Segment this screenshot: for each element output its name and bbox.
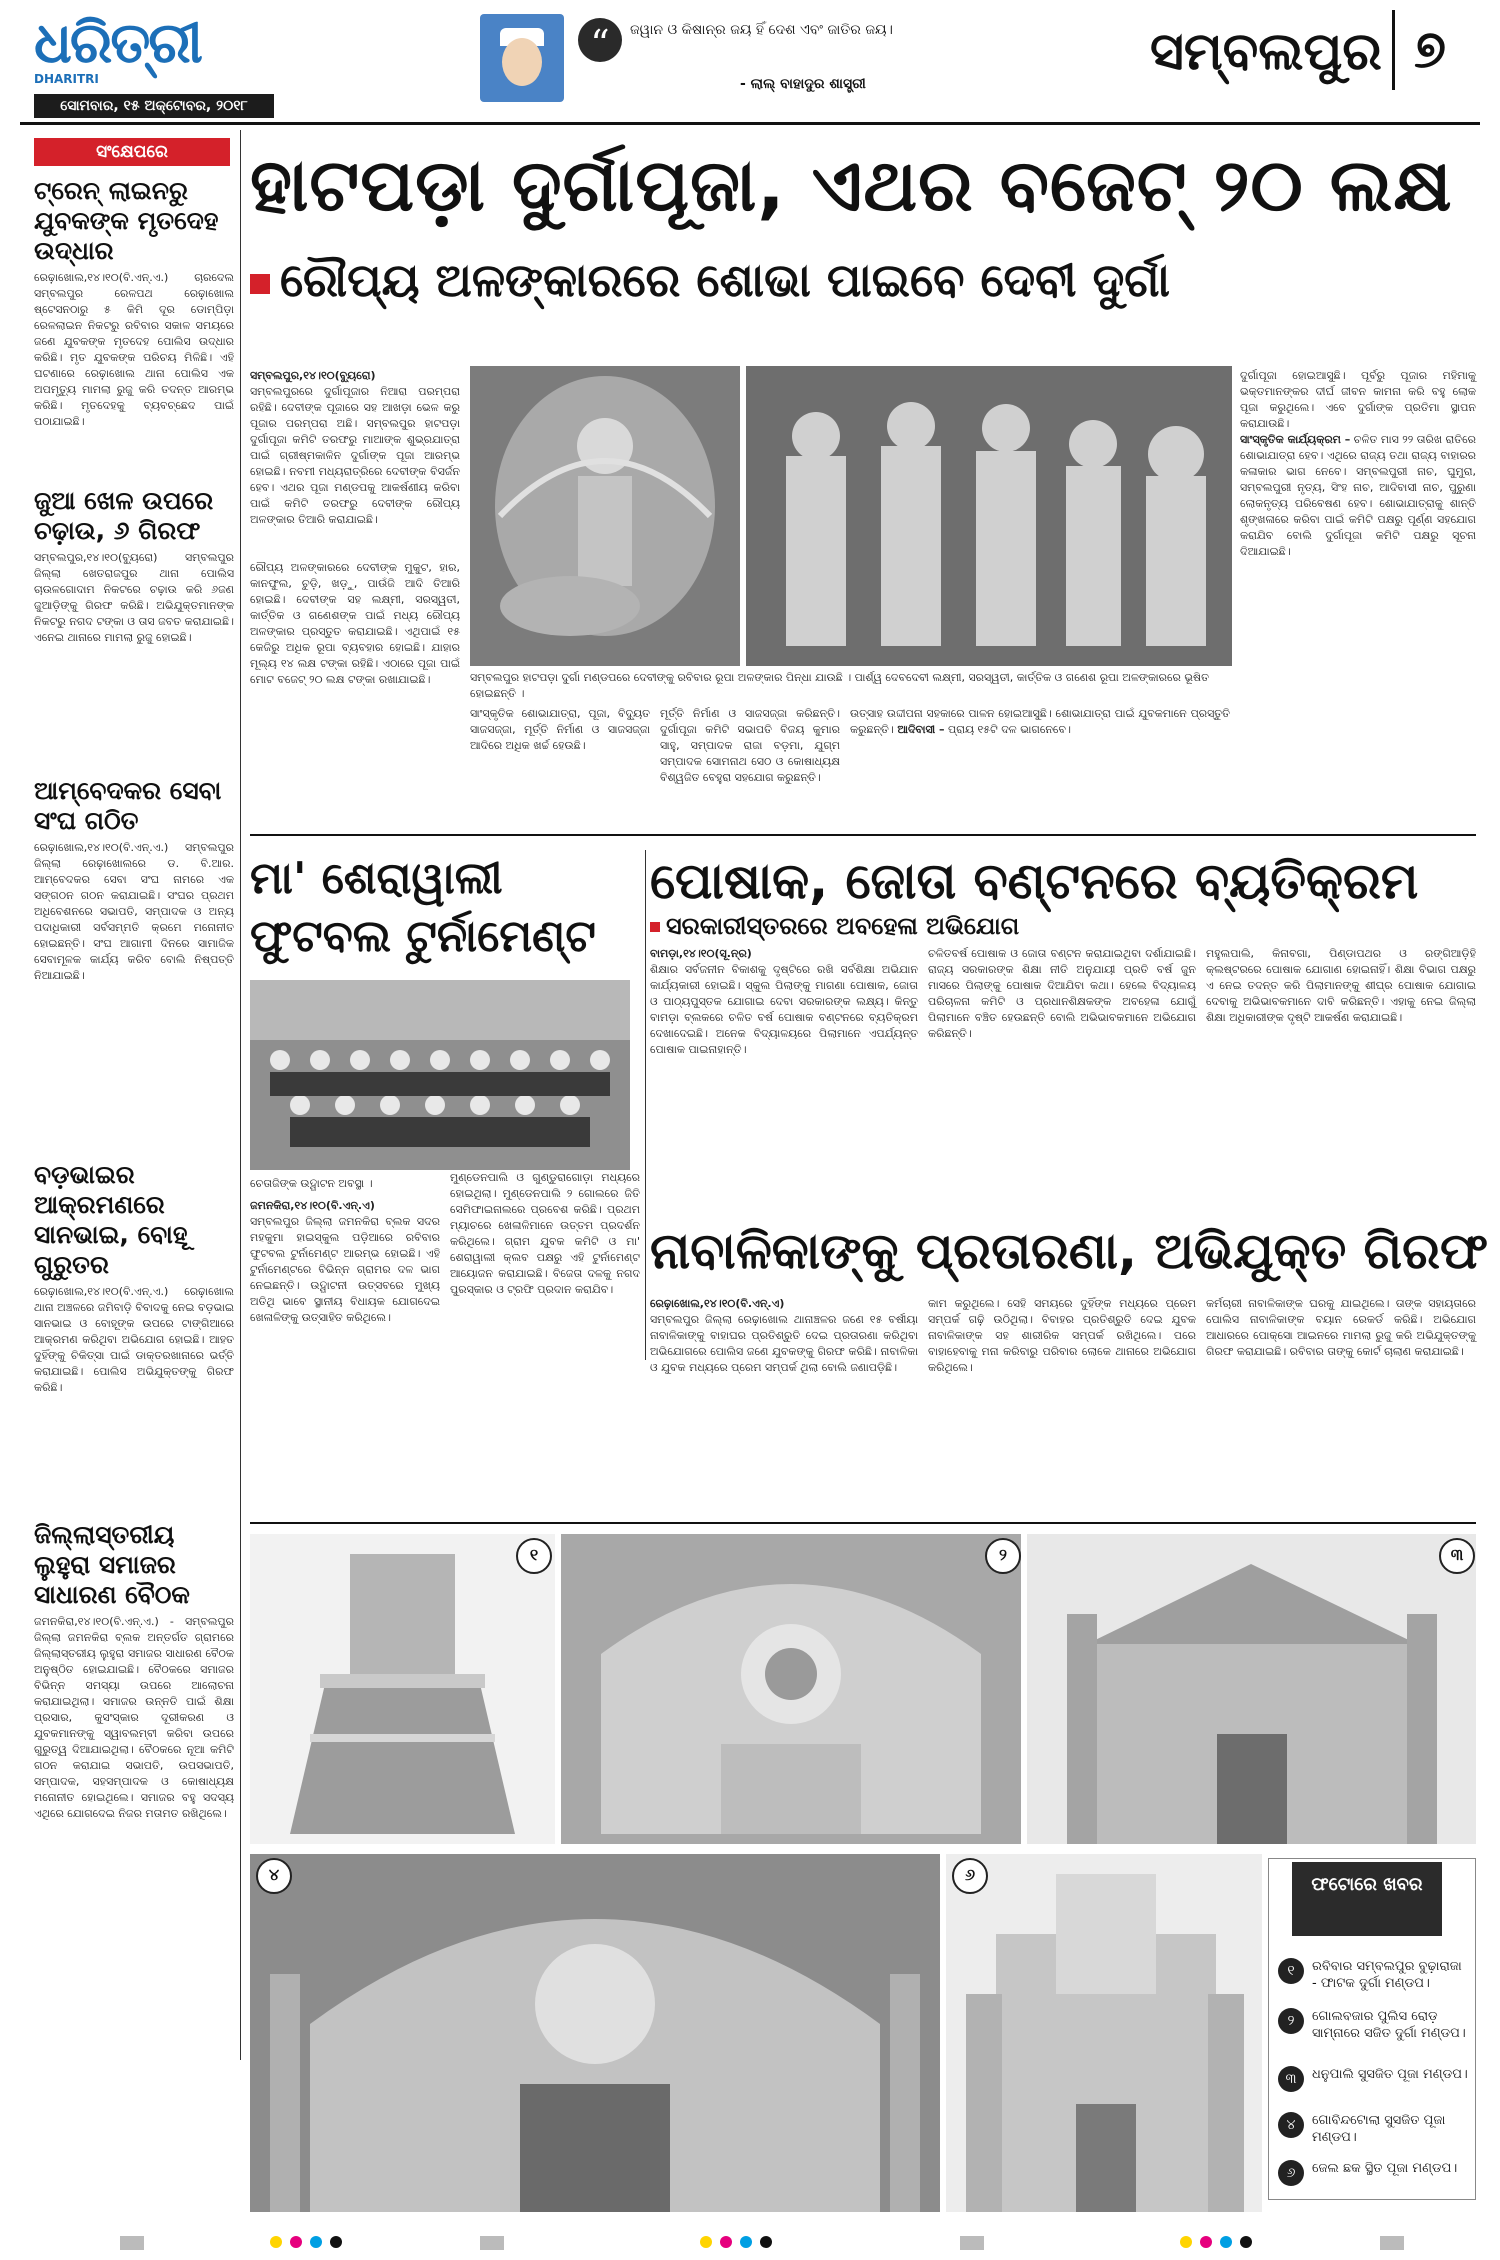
pandal-photo-2 (561, 1534, 1021, 1844)
photo-news-text: ଗୋବିନ୍ଦଟୋଲା ସୁସଜିତ ପୂଜା ମଣ୍ଡପ। (1312, 2113, 1446, 2145)
print-black-mark (330, 2236, 342, 2248)
print-black-mark (1240, 2236, 1252, 2248)
brief-title: ଟ୍ରେନ୍ ଲାଇନରୁ ଯୁବକଙ୍କ ମୃତଦେହ ଉଦ୍ଧାର (34, 176, 219, 265)
print-grey-mark (480, 2236, 504, 2250)
lead-right-text: ଦୁର୍ଗାପୂଜା ହୋଇଆସୁଛି। ପୂର୍ବରୁ ପୂଜାର ମହିମାକୁ ଭକ୍ତମାନଙ୍କର ଦୀର୍ଘ ଜୀବନ କାମନା କରି ବହୁ ଲୋକ ପୂଜା କରୁଥିଲେ। ଏବେ ଦୁର୍ଗାଙ୍କ ପ୍ରତିମା ସ୍ଥାପନ କରାଯାଉଛି। (1240, 369, 1476, 430)
brief-text: ସମ୍ବଲପୁର,୧୪।୧୦(ବ୍ୟୁରୋ) ସମ୍ବଲପୁର ଜିଲ୍ଲା ଖେତରାଜପୁର ଥାନା ପୋଲିସ ଚାଉଳଗୋଦାମ ନିକଟରେ ଚଢ଼ାଉ କରି ୬ଜଣ ଜୁଆଡ଼ିଙ୍କୁ ଗିରଫ କରିଛି। ଅଭିଯୁକ୍ତମାନଙ୍କ ନିକଟରୁ ନଗଦ ଟଙ୍କା ଓ ତାସ ଜବତ କରାଯାଇଛି। ଏନେଇ ଥାନାରେ ମାମଲା ରୁଜୁ ହୋଇଛି। (34, 551, 234, 644)
pandal-photo-1 (250, 1534, 555, 1844)
brief-text: ରେଢ଼ାଖୋଲ,୧୪।୧୦(ବି.ଏନ୍.ଏ.) ସମ୍ବଲପୁର ଜିଲ୍ଲା ରେଢ଼ାଖୋଲରେ ଡ. ବି.ଆର. ଆମ୍ବେଦକର ସେବା ସଂଘ ନାମରେ ଏକ ସଙ୍ଗଠନ ଗଠନ କରାଯାଇଛି। ସଂଘର ପ୍ରଥମ ଅଧିବେଶନରେ ସଭାପତି, ସମ୍ପାଦକ ଓ ଅନ୍ୟ ପଦାଧିକାରୀ ସର୍ବସମ୍ମତି କ୍ରମେ ମନୋନୀତ ହୋଇଛନ୍ତି। ସଂଘ ଆଗାମୀ ଦିନରେ ସାମାଜିକ ସେବାମୂଳକ କାର୍ଯ୍ୟ କରିବ ବୋଲି ନିଷ୍ପତ୍ତି ନିଆଯାଇଛି। (34, 841, 234, 982)
page-number: ୭ (1392, 10, 1465, 90)
photo-news-text: ଗୋଲବଜାର ପୁଲିସ ରୋଡ଼ ସାମ୍ନାରେ ସଜିତ ଦୁର୍ଗା ମଣ୍ଡପ। (1312, 2009, 1466, 2041)
dress-col-1 (650, 946, 918, 1058)
red-square-icon (650, 922, 660, 932)
minor-headline: ନାବାଳିକାଙ୍କୁ ପ୍ରତାରଣା, ଅଭିଯୁକ୍ତ ଗିରଫ (650, 1222, 1488, 1280)
photo-news-text: ଧନୁପାଲି ସୁସଜିତ ପୂଜା ମଣ୍ଡପ। (1312, 2067, 1468, 2082)
pandal-photo-6 (946, 1854, 1262, 2212)
football-dateline: ଜମନକିରା,୧୪।୧୦(ବି.ଏନ୍.ଏ) (250, 1199, 375, 1212)
brief-title: ଜୁଆ ଖେଳ ଉପରେ ଚଢ଼ାଉ, ୬ ଗିରଫ (34, 486, 214, 545)
quote-box (480, 14, 1080, 104)
print-cyan-mark (740, 2236, 752, 2248)
lead-bottom-rule (250, 834, 1476, 836)
photo-news-item (1278, 1958, 1468, 1998)
lead-subhead (250, 250, 1480, 310)
brief-1 (34, 176, 234, 430)
newspaper-logo: ଧରିତ୍ରୀ (34, 11, 201, 76)
print-black-mark (760, 2236, 772, 2248)
minor-col-1 (650, 1296, 918, 1376)
lead-dateline: ସମ୍ବଲପୁର,୧୪।୧୦(ବ୍ୟୁରୋ) (250, 369, 376, 382)
lead-col-5 (850, 706, 1230, 738)
dress-col-2: ଚଳିତବର୍ଷ ପୋଷାକ ଓ ଜୋତା ବଣ୍ଟନ କରାଯାଇଥିବା ଦର୍ଶାଯାଇଛି। ରାଜ୍ୟ ସରକାରଙ୍କ ଶିକ୍ଷା ନୀତି ଅନୁଯାୟୀ ପ୍ରତି ବର୍ଷ ଜୁନ ମାସରେ ପିଲାଙ୍କୁ ପୋଷାକ ଦିଆଯିବା କଥା। ହେଲେ ବିଦ୍ୟାଳୟ ପରିଚାଳନା କମିଟି ଓ ପ୍ରଧାନଶିକ୍ଷକଙ୍କ ଅବହେଳା ଯୋଗୁଁ ପିଲାମାନେ ବଞ୍ଚିତ ହେଉଛନ୍ତି ବୋଲି ଅଭିଭାବକମାନେ ଅଭିଯୋଗ କରିଛନ୍ତି। (928, 947, 1196, 1040)
photo-news-text: ରବିବାର ସମ୍ବଲପୁର ବୁଢ଼ାରାଜା - ଫାଟକ ଦୁର୍ଗା ମଣ୍ଡପ। (1312, 1959, 1462, 1991)
football-col-2: ମୁଣ୍ଡେନପାଲି ଓ ଗୁଣ୍ଡୁରାଗୋଡ଼ା ମଧ୍ୟରେ ହୋଇଥିଲା। ମୁଣ୍ଡେନପାଲି ୨ ଗୋଲରେ ଜିତି ସେମିଫାଇନାଲରେ ପ୍ରବେଶ କରିଛି। ପ୍ରଥମ ମ୍ୟାଚରେ ଖେଳାଳିମାନେ ଉତ୍ତମ ପ୍ରଦର୍ଶନ କରିଥିଲେ। ଗ୍ରାମ ଯୁବକ କମିଟି ଓ ମା' ଶେରାୱାଲୀ କ୍ଲବ ପକ୍ଷରୁ ଏହି ଟୁର୍ନାମେଣ୍ଟ ଆୟୋଜନ କରାଯାଇଛି। ବିଜେତା ଦଳକୁ ନଗଦ ପୁରସ୍କାର ଓ ଟ୍ରଫି ପ୍ରଦାନ କରାଯିବ। (450, 1171, 640, 1296)
minor-col-3: କର୍ମଚାରୀ ନାବାଳିକାଙ୍କ ଘରକୁ ଯାଇଥିଲେ। ତାଙ୍କ ସହାୟତାରେ ପୋଲିସ ନାବାଳିକାଙ୍କ ବୟାନ ରେକର୍ଡ କରିଛି। ଅଭିଯୋଗ ଆଧାରରେ ପୋକ୍ସୋ ଆଇନରେ ମାମଲା ରୁଜୁ କରି ଅଭିଯୁକ୍ତଙ୍କୁ ଗିରଫ କରାଯାଇଛି। ରବିବାର ତାଙ୍କୁ କୋର୍ଟ ଚାଲାଣ କରାଯାଇଛି। (1206, 1297, 1476, 1358)
dress-dateline: ବାମଡ଼ା,୧୪।୧୦(ସୂ.ନ୍ର) (650, 947, 752, 960)
print-magenta-mark (290, 2236, 302, 2248)
football-team-photo (250, 980, 630, 1170)
quote-text: ଜୱାନ ଓ କିଷାନ୍‌ର ଜୟ ହିଁ ଦେଶ ଏବଂ ଜାତିର ଜୟ। (630, 22, 893, 38)
photo-number-badge: ୪ (256, 1858, 292, 1894)
print-yellow-mark (700, 2236, 712, 2248)
briefs-banner: ସଂକ୍ଷେପରେ (34, 138, 230, 166)
minor-col-1-text: ସମ୍ବଲପୁର ଜିଲ୍ଲା ରେଢ଼ାଖୋଲ ଥାନାଞ୍ଚଳର ଜଣେ ୧୫ ବର୍ଷୀୟା ନାବାଳିକାଙ୍କୁ ବାହାଘର ପ୍ରତିଶ୍ରୁତି ଦେଇ ପ୍ରତାରଣା କରିଥିବା ଅଭିଯୋଗରେ ପୋଲିସ ଜଣେ ଯୁବକଙ୍କୁ ଗିରଫ କରିଛି। ନାବାଳିକା ଓ ଯୁବକ ମଧ୍ୟରେ ପ୍ରେମ ସମ୍ପର୍କ ଥିଲା ବୋଲି ଜଣାପଡ଼ିଛି। (650, 1313, 918, 1374)
print-yellow-mark (1180, 2236, 1192, 2248)
photo-number-badge: ୧ (516, 1538, 552, 1574)
lead-col-3: ସାଂସ୍କୃତିକ ଶୋଭାଯାତ୍ରା, ପୂଜା, ବିଦ୍ୟୁତ ସାଜସଜ୍ଜା, ମୂର୍ତ୍ତି ନିର୍ମାଣ ଓ ସାଜସଜ୍ଜା ଆଦିରେ ଅଧିକ ଖର୍ଚ୍ଚ ହେଉଛି। (470, 707, 650, 752)
print-grey-mark (960, 2236, 984, 2250)
lead-headline: ହାଟପଡ଼ା ଦୁର୍ଗାପୂଜା, ଏଥର ବଜେଟ୍ ୨୦ ଲକ୍ଷ (250, 143, 1453, 227)
photo-news-banner-text: ଫଟୋରେ ଖବର (1311, 1874, 1423, 1895)
newspaper-logo-sub: DHARITRI (34, 72, 99, 86)
brief-5 (34, 1520, 234, 1822)
dress-headline: ପୋଷାକ, ଜୋତା ବଣ୍ଟନରେ ବ୍ୟତିକ୍ରମ (650, 852, 1419, 910)
lead-subhead-text: ରୌପ୍ୟ ଅଳଙ୍କାରରେ ଶୋଭା ପାଇବେ ଦେବୀ ଦୁର୍ଗା (280, 253, 1171, 307)
dress-kicker-text: ସରକାରୀସ୍ତରରେ ଅବହେଳା ଅଭିଯୋଗ (666, 912, 1020, 940)
photo-news-item (1278, 2066, 1468, 2102)
photo-number-badge: ୬ (952, 1858, 988, 1894)
lead-right-col (1240, 368, 1476, 560)
print-grey-mark (1380, 2236, 1404, 2250)
lead-col-1 (250, 368, 460, 528)
photo-news-number: ୨ (1278, 2008, 1304, 2034)
column-divider (240, 130, 241, 2060)
pandal-photo-4 (250, 1854, 940, 2212)
red-square-icon (250, 274, 270, 294)
print-cyan-mark (1220, 2236, 1232, 2248)
football-col-1 (250, 1198, 440, 1326)
lead-col-4: ମୂର୍ତ୍ତି ନିର୍ମାଣ ଓ ସାଜସଜ୍ଜା କରିଛନ୍ତି। ଦୁର୍ଗାପୂଜା କମିଟି ସଭାପତି ବିଜୟ କୁମାର ସାହୁ, ସମ୍ପାଦକ ରାଜା ବଡ଼ମା, ଯୁଗ୍ମ ସମ୍ପାଦକ ସୋମନାଥ ସେଠ ଓ କୋଷାଧ୍ୟକ୍ଷ ବିଶ୍ୱଜିତ ବେହୁରା ସହଯୋଗ କରୁଛନ୍ତି। (660, 707, 840, 784)
photo-number-badge: ୨ (985, 1538, 1021, 1574)
print-magenta-mark (1200, 2236, 1212, 2248)
print-yellow-mark (270, 2236, 282, 2248)
brief-title: ଜିଲ୍ଲାସ୍ତରୀୟ ଲୁହୁରା ସମାଜର ସାଧାରଣ ବୈଠକ (34, 1520, 190, 1609)
photo-news-item (1278, 2008, 1468, 2048)
football-col-1-text: ସମ୍ବଲପୁର ଜିଲ୍ଲା ଜମନକିରା ବ୍ଲକ ସଦର ମହକୁମା ହାଇସ୍କୁଲ ପଡ଼ିଆରେ ରବିବାର ଫୁଟବଲ ଟୁର୍ନାମେଣ୍ଟ ଆରମ୍ଭ ହୋଇଛି। ଏହି ଟୁର୍ନାମେଣ୍ଟରେ ବିଭିନ୍ନ ଗ୍ରାମର ଦଳ ଭାଗ ନେଇଛନ୍ତି। ଉଦ୍ଘାଟନୀ ଉତ୍ସବରେ ମୁଖ୍ୟ ଅତିଥି ଭାବେ ସ୍ଥାନୀୟ ବିଧାୟକ ଯୋଗଦେଇ ଖେଳାଳିଙ୍କୁ ଉତ୍ସାହିତ କରିଥିଲେ। (250, 1215, 440, 1324)
lead-col-1-text: ସମ୍ବଲପୁରରେ ଦୁର୍ଗାପୂଜାର ନିଆରା ପରମ୍ପରା ରହିଛି। ଦେବୀଙ୍କ ପୂଜାରେ ସହ ଆଖଡ଼ା ଭେଳ କରୁ ପୂଜାର ପରମ୍ପରା ଅଛି। ସମ୍ବଲପୁର ହାଟପଡ଼ା ଦୁର୍ଗାପୂଜା କମିଟି ତରଫରୁ ମାଆଙ୍କ ଶୁଭ୍ରଯାତ୍ରା ପାଇଁ ଗ୍ରୀଷ୍ମକାଳିନ ଦୁର୍ଗାଙ୍କ ପୂଜା ଆରମ୍ଭ ହୋଇଛି। ନବମୀ ମଧ୍ୟରାତ୍ରିରେ ଦେବୀଙ୍କ ବିସର୍ଜନ ହେବ। ଏଥର ପୂଜା ମଣ୍ଡପକୁ ଆକର୍ଷଣୀୟ କରିବା ପାଇଁ କମିଟି ତରଫରୁ ଦେବୀଙ୍କ ରୌପ୍ୟ ଅଳଙ୍କାର ତିଆରି କରାଯାଇଛି। (250, 385, 460, 526)
brief-title: ଆମ୍ବେଦକର ସେବା ସଂଘ ଗଠିତ (34, 776, 222, 835)
photo-section-rule (250, 1522, 1476, 1524)
quote-author: - ଲାଲ୍ ବାହାଦୁର ଶାସ୍ତ୍ରୀ (740, 76, 866, 92)
shastri-portrait (480, 14, 564, 102)
photo-news-number: ୧ (1278, 1958, 1304, 1984)
photo-news-number: ୩ (1278, 2066, 1304, 2092)
section-name: ସମ୍ବଲପୁର (1150, 22, 1382, 82)
quote-icon: “ (578, 18, 622, 62)
dress-col-1-text: ଶିକ୍ଷାର ସର୍ବଜନୀନ ବିକାଶକୁ ଦୃଷ୍ଟିରେ ରଖି ସର୍ବଶିକ୍ଷା ଅଭିଯାନ କାର୍ଯ୍ୟକାରୀ ହୋଇଛି। ସ୍କୁଲ ପିଲାଙ୍କୁ ମାଗଣା ପୋଷାକ, ଜୋତା ଓ ପାଠ୍ୟପୁସ୍ତକ ଯୋଗାଇ ଦେବା ସରକାରଙ୍କ ଲକ୍ଷ୍ୟ। କିନ୍ତୁ ବାମଡ଼ା ବ୍ଲକରେ ଚଳିତ ବର୍ଷ ପୋଷାକ ବଣ୍ଟନରେ ବ୍ୟତିକ୍ରମ ଦେଖାଦେଇଛି। ଅନେକ ବିଦ୍ୟାଳୟରେ ପିଲାମାନେ ଏପର୍ଯ୍ୟନ୍ତ ପୋଷାକ ପାଇନାହାନ୍ତି। (650, 963, 918, 1056)
minor-dateline: ରେଢ଼ାଖୋଲ,୧୪।୧୦(ବି.ଏନ୍.ଏ) (650, 1297, 785, 1310)
masthead-rule (20, 122, 1480, 125)
lead-col-5-text: ଉତ୍ସାହ ଉଦ୍ଦୀପନା ସହକାରେ ପାଳନ ହୋଇଆସୁଛି। ଶୋଭାଯାତ୍ରା ପାଇଁ ଯୁବକମାନେ ପ୍ରସ୍ତୁତି କରୁଛନ୍ତି। (850, 707, 1230, 736)
minor-col-2: କାମ କରୁଥିଲେ। ସେହି ସମୟରେ ଦୁହିଁଙ୍କ ମଧ୍ୟରେ ପ୍ରେମ ସମ୍ପର୍କ ଗଢ଼ି ଉଠିଥିଲା। ବିବାହର ପ୍ରତିଶ୍ରୁତି ଦେଇ ଯୁବକ ନାବାଳିକାଙ୍କ ସହ ଶାରୀରିକ ସମ୍ପର୍କ ରଖିଥିଲେ। ପରେ ବାହାହେବାକୁ ମନା କରିବାରୁ ପରିବାର ଲୋକେ ଥାନାରେ ଅଭିଯୋଗ କରିଥିଲେ। (928, 1297, 1196, 1374)
issue-date: ସୋମବାର, ୧୫ ଅକ୍ଟୋବର, ୨୦୧୮ (34, 94, 274, 118)
brief-text: ରେଢ଼ାଖୋଲ,୧୪।୧୦(ବି.ଏନ୍.ଏ.) ରେଢ଼ାଖୋଲ ଥାନା ଅଞ୍ଚଳରେ ଜମିବାଡ଼ି ବିବାଦକୁ ନେଇ ବଡ଼ଭାଇ ସାନଭାଇ ଓ ବୋହୂଙ୍କ ଉପରେ ଟାଙ୍ଗିଆରେ ଆକ୍ରମଣ କରିଥିବା ଅଭିଯୋଗ ହୋଇଛି। ଆହତ ଦୁହିଁଙ୍କୁ ଚିକିତ୍ସା ପାଇଁ ଡାକ୍ତରଖାନାରେ ଭର୍ତ୍ତି କରାଯାଇଛି। ପୋଲିସ ଅଭିଯୁକ୍ତଙ୍କୁ ଗିରଫ କରିଛି। (34, 1285, 234, 1394)
brief-3 (34, 776, 234, 984)
lead-col-1b: ରୌପ୍ୟ ଅଳଙ୍କାରରେ ଦେବୀଙ୍କ ମୁକୁଟ, ହାର, କାନଫୁଲ, ଚୁଡ଼ି, ଖଡ଼ୁ, ପାଉଁଜି ଆଦି ତିଆରି ହୋଇଛି। ଦେବୀଙ୍କ ସହ ଲକ୍ଷ୍ମୀ, ସରସ୍ୱତୀ, କାର୍ତ୍ତିକ ଓ ଗଣେଶଙ୍କ ପାଇଁ ମଧ୍ୟ ରୌପ୍ୟ ଅଳଙ୍କାର ପ୍ରସ୍ତୁତ କରାଯାଇଛି। ଏଥିପାଇଁ ୧୫ କେଜିରୁ ଅଧିକ ରୂପା ବ୍ୟବହାର ହୋଇଛି। ଯାହାର ମୂଲ୍ୟ ୧୪ ଲକ୍ଷ ଟଙ୍କା ରହିଛି। ଏଠାରେ ପୂଜା ପାଇଁ ମୋଟ ବଜେଟ୍ ୨୦ ଲକ୍ଷ ଟଙ୍କା ରଖାଯାଇଛି। (250, 561, 460, 686)
print-grey-mark (120, 2236, 144, 2250)
lead-col-5-label: ଆଦିବାସୀ – (897, 723, 945, 736)
photo-number-badge: ୩ (1439, 1538, 1475, 1574)
lead-right-label: ସାଂସ୍କୃତିକ କାର୍ଯ୍ୟକ୍ରମ – (1240, 433, 1351, 446)
lead-photo-caption: ସମ୍ବଲପୁର ହାଟପଡ଼ା ଦୁର୍ଗା ମଣ୍ଡପରେ ଦେବୀଙ୍କୁ ରବିବାର ରୂପା ଅଳଙ୍କାର ପିନ୍ଧା ଯାଉଛି । ପାର୍ଶ୍ୱ ଦେବଦେବୀ ଲକ୍ଷ୍ମୀ, ସରସ୍ୱତୀ, କାର୍ତ୍ତିକ ଓ ଗଣେଶ ରୂପା ଅଳଙ୍କାରରେ ଭୂଷିତ ହୋଇଛନ୍ତି । (470, 671, 1209, 700)
football-headline: ମା' ଶେରାୱାଲୀ ଫୁଟବଲ ଟୁର୍ନାମେଣ୍ଟ (250, 853, 596, 962)
brief-4 (34, 1160, 234, 1396)
brief-text: ରେଢ଼ାଖୋଲ,୧୪।୧୦(ବି.ଏନ୍.ଏ.) ଚାରଦେଲ ସମ୍ବଲପୁର ରେଳପଥ ରେଢ଼ାଖୋଲ ଷ୍ଟେସନଠାରୁ ୫ କିମି ଦୂର ଡୋମ୍ପିଡ଼ା ରେଳଲାଇନ ନିକଟରୁ ରବିବାର ସକାଳ ସମୟରେ ଜଣେ ଯୁବକଙ୍କ ମୃତଦେହ ପୋଲିସ ଉଦ୍ଧାର କରିଛି। ମୃତ ଯୁବକଙ୍କ ପରିଚୟ ମିଳିଛି। ଏହି ଘଟଣାରେ ରେଢ଼ାଖୋଲ ଥାନା ପୋଲିସ ଏକ ଅପମୃତ୍ୟୁ ମାମଲା ରୁଜୁ କରି ତଦନ୍ତ ଆରମ୍ଭ କରିଛି। ମୃତଦେହକୁ ବ୍ୟବଚ୍ଛେଦ ପାଇଁ ପଠାଯାଇଛି। (34, 271, 234, 428)
lead-right-text-2: ଚଳିତ ମାସ ୨୨ ତାରିଖ ରାତିରେ ଶୋଭାଯାତ୍ରା ହେବ। ଏଥିରେ ରାଜ୍ୟ ତଥା ରାଜ୍ୟ ବାହାରର କଳାକାର ଭାଗ ନେବେ। ସମ୍ବଲପୁରୀ ନାଚ, ଘୁମୁରା, ସମ୍ବଲପୁରୀ ନୃତ୍ୟ, ସିଂହ ନାଚ, ଆଦିବାସୀ ନାଚ, ପୁରୁଣା ଲୋକନୃତ୍ୟ ପରିବେଷଣ ହେବ। ଶୋଭାଯାତ୍ରାକୁ ଶାନ୍ତି ଶୃଙ୍ଖଳାରେ କରିବା ପାଇଁ କମିଟି ପକ୍ଷରୁ ପୂର୍ଣ୍ଣ ସହଯୋଗ କରାଯିବ ବୋଲି ଦୁର୍ଗାପୂଜା କମିଟି ପକ୍ଷରୁ ସୂଚନା ଦିଆଯାଇଛି। (1240, 433, 1476, 558)
pandal-photo-3 (1027, 1534, 1476, 1844)
print-cyan-mark (310, 2236, 322, 2248)
print-magenta-mark (720, 2236, 732, 2248)
photo-news-banner (1292, 1862, 1442, 1936)
lead-col-5-tail: ପ୍ରାୟ ୧୫ଟି ଦଳ ଭାଗନେବେ। (947, 723, 1071, 736)
dress-kicker (650, 912, 1480, 940)
brief-title: ବଡ଼ଭାଇର ଆକ୍ରମଣରେ ସାନଭାଇ, ବୋହୂ ଗୁରୁତର (34, 1160, 188, 1279)
brief-2 (34, 486, 234, 646)
photo-news-item (1278, 2112, 1468, 2148)
dress-col-3: ମହୁଲପାଲି, କିନାବଗା, ପିଣ୍ଡାପଥର ଓ ରଙ୍ଗିଆଡ଼ିହି କ୍ଲଷ୍ଟରରେ ପୋଷାକ ଯୋଗାଣ ହୋଇନାହିଁ। ଶିକ୍ଷା ବିଭାଗ ପକ୍ଷରୁ ଏ ନେଇ ତଦନ୍ତ କରି ପିଲାମାନଙ୍କୁ ଶୀଘ୍ର ପୋଷାକ ଯୋଗାଇ ଦେବାକୁ ଅଭିଭାବକମାନେ ଦାବି କରିଛନ୍ତି। ଏହାକୁ ନେଇ ଜିଲ୍ଲା ଶିକ୍ଷା ଅଧିକାରୀଙ୍କ ଦୃଷ୍ଟି ଆକର୍ଷଣ କରାଯାଇଛି। (1206, 947, 1476, 1024)
column-divider (645, 850, 646, 1360)
photo-news-number: ୪ (1278, 2112, 1304, 2138)
photo-news-item (1278, 2160, 1468, 2190)
brief-text: ଜମନକିରା,୧୪।୧୦(ବି.ଏନ୍.ଏ.) - ସମ୍ବଲପୁର ଜିଲ୍ଲା ଜମନକିରା ବ୍ଲକ ଅନ୍ତର୍ଗତ ଗ୍ରାମରେ ଜିଲ୍ଲାସ୍ତରୀୟ ଲୁହୁରା ସମାଜର ସାଧାରଣ ବୈଠକ ଅନୁଷ୍ଠିତ ହୋଇଯାଇଛି। ବୈଠକରେ ସମାଜର ବିଭିନ୍ନ ସମସ୍ୟା ଉପରେ ଆଲୋଚନା କରାଯାଇଥିଲା। ସମାଜର ଉନ୍ନତି ପାଇଁ ଶିକ୍ଷା ପ୍ରସାର, କୁସଂସ୍କାର ଦୂରୀକରଣ ଓ ଯୁବକମାନଙ୍କୁ ସ୍ୱାବଲମ୍ବୀ କରିବା ଉପରେ ଗୁରୁତ୍ୱ ଦିଆଯାଇଥିଲା। ବୈଠକରେ ନୂଆ କମିଟି ଗଠନ କରାଯାଇ ସଭାପତି, ଉପସଭାପତି, ସମ୍ପାଦକ, ସହସମ୍ପାଦକ ଓ କୋଷାଧ୍ୟକ୍ଷ ମନୋନୀତ ହୋଇଥିଲେ। ସମାଜର ବହୁ ସଦସ୍ୟ ଏଥିରେ ଯୋଗଦେଇ ନିଜର ମତାମତ ରଖିଥିଲେ। (34, 1615, 234, 1820)
durga-photo-1 (470, 366, 740, 666)
football-photo-caption: ଚେତାଜିଙ୍କ ଉଦ୍ଘାଟନ ଅବସ୍ଥା । (250, 1177, 373, 1190)
photo-news-text: ଜେଲ ଛକ ସ୍ଥିତ ପୂଜା ମଣ୍ଡପ। (1312, 2161, 1458, 2176)
photo-news-number: ୬ (1278, 2160, 1304, 2186)
durga-photo-2 (746, 366, 1232, 666)
